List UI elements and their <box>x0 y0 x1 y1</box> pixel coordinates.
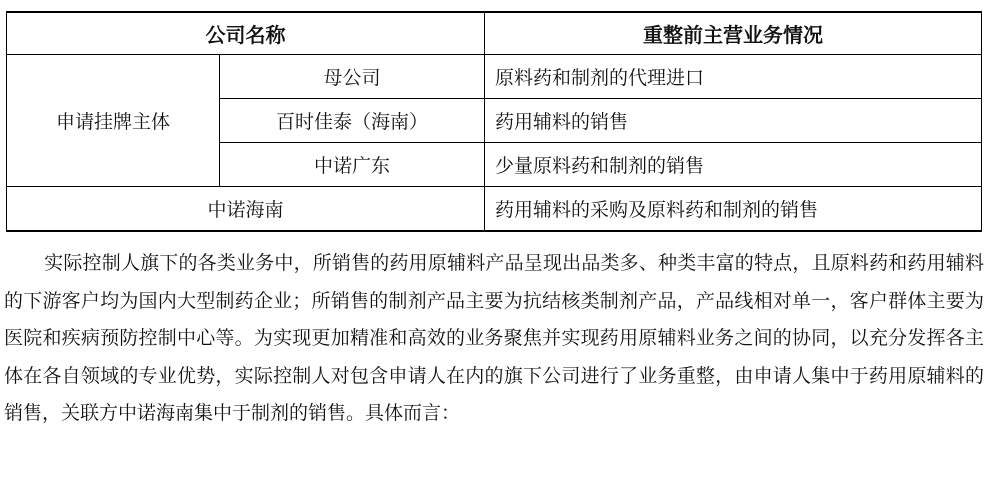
business-cell: 药用辅料的采购及原料药和制剂的销售 <box>485 187 982 232</box>
business-cell: 药用辅料的销售 <box>485 99 982 143</box>
header-company-name: 公司名称 <box>7 12 485 55</box>
company-cell: 百时佳泰（海南） <box>220 99 485 143</box>
table-row <box>7 55 982 99</box>
header-business-before: 重整前主营业务情况 <box>485 12 982 55</box>
business-table <box>6 11 982 232</box>
paragraph-text: 实际控制人旗下的各类业务中，所销售的药用原辅料产品呈现出品类多、种类丰富的特点，且原料药和药用辅料的下游客户均为国内大型制药企业；所销售的制剂产品主要为抗结核类制剂产品，产品线相对单一，客户群体主要为医院和疾病预防控制中心等。为实现更加精准和高效的业务聚焦并实现药用原辅料业务之间的协同，以充分发挥各主体在各自领域的专业优势，实际控制人对包含申请人在内的旗下公司进行了业务重整，由申请人集中于药用原辅料的销售，关联方中诺海南集中于制剂的销售。具体而言： <box>4 252 984 424</box>
group-label-cell: 申请挂牌主体 <box>7 55 220 187</box>
business-cell: 原料药和制剂的代理进口 <box>485 55 982 99</box>
company-cell: 母公司 <box>220 55 485 99</box>
table-row <box>7 187 982 232</box>
body-paragraph <box>4 245 984 433</box>
company-cell: 中诺广东 <box>220 143 485 187</box>
company-cell: 中诺海南 <box>7 187 485 232</box>
business-cell: 少量原料药和制剂的销售 <box>485 143 982 187</box>
table-header-row <box>7 12 982 55</box>
